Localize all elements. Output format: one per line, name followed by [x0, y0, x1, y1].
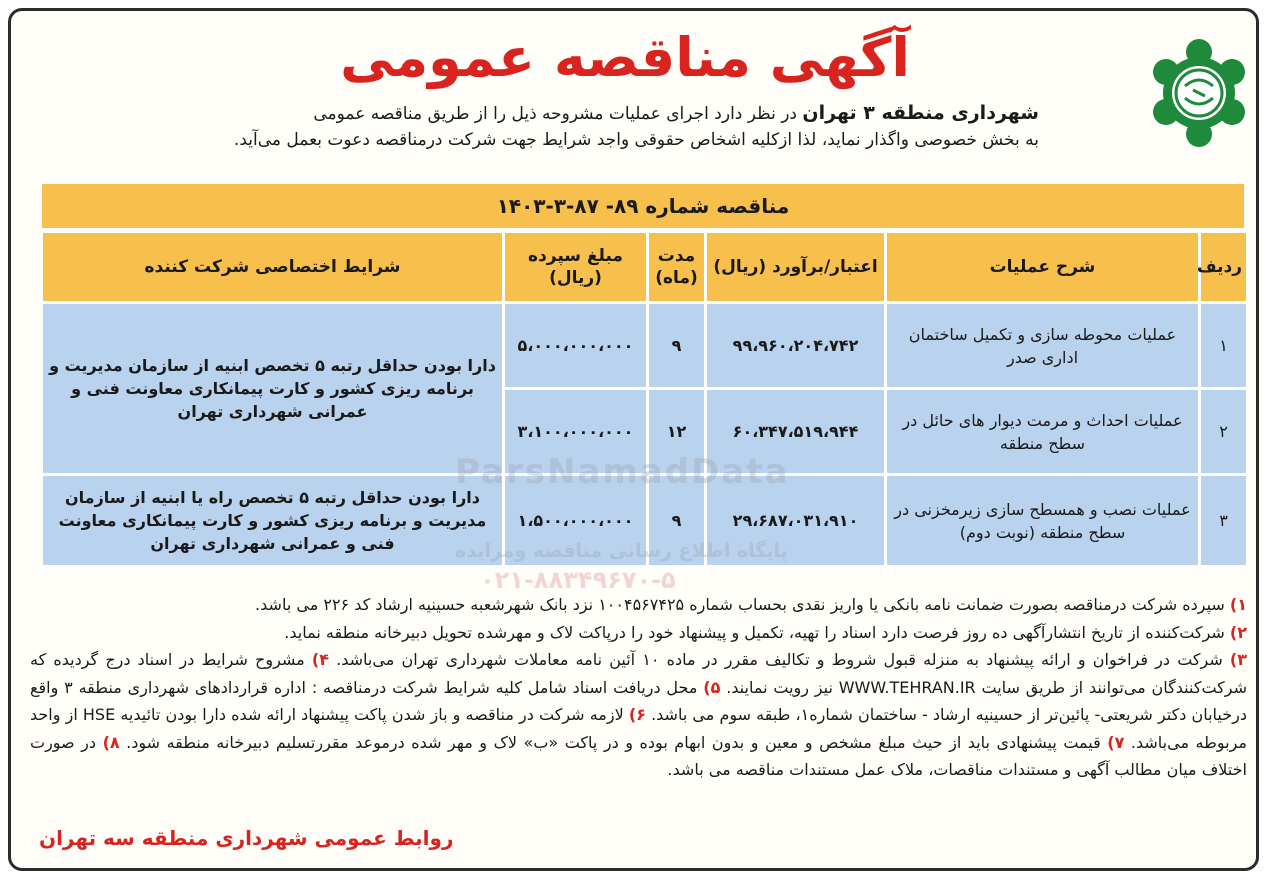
row-number: ۳: [1200, 475, 1248, 567]
tehran-municipality-logo-icon: [1149, 38, 1249, 150]
row-deposit: ۱،۵۰۰،۰۰۰،۰۰۰: [504, 475, 648, 567]
tender-number: مناقصه شماره ۸۹- ۸۷-۳-۱۴۰۳: [40, 182, 1246, 230]
note-text: محل دریافت اسناد شامل کلیه شرایط شرکت درمناقصه : اداره قراردادهای شهرداری منطقه ۳ واقع درخیابان دکتر شریعتی- پائین‌تر از حسینیه ارشاد - ساختمان شماره۱، طبقه سوم می باشد.: [30, 677, 1248, 724]
row-description: عملیات احداث و مرمت دیوار های حائل در سطح منطقه: [886, 389, 1200, 475]
intro-line-2: به بخش خصوصی واگذار نماید، لذا ازکلیه اشخاص حقوقی واجد شرایط جهت شرکت درمناقصه دعوت بعمل می‌آید.: [233, 130, 1039, 150]
note-text: سپرده شرکت درمناقصه بصورت ضمانت نامه بانکی یا واریز نقدی بحساب شماره ۱۰۰۴۵۶۷۴۲۵ نزد بانک شهرشعبه حسینیه ارشاد کد ۲۲۶ می باشد.: [255, 595, 1230, 614]
watermark-brand: ParsNamadData: [455, 452, 790, 492]
note-number: ۷): [1107, 732, 1125, 752]
row-budget: ۲۹،۶۸۷،۰۳۱،۹۱۰: [706, 475, 886, 567]
note-number: ۵): [703, 677, 721, 697]
note-text: شرکت‌کننده از تاریخ انتشارآگهی ده روز فرصت دارد اسناد را تهیه، تکمیل و پیشنهاد خود را درپاکت لاک و مهرشده تحویل دبیرخانه منطقه نماید.: [284, 622, 1230, 642]
notes-paragraph: [30, 591, 1247, 784]
note-number: ۸): [102, 732, 120, 752]
note-number: ۶): [628, 705, 646, 724]
row-duration: ۹: [648, 303, 706, 389]
header-deposit: مبلغ سپرده (ریال): [504, 232, 648, 303]
intro-paragraph: [160, 100, 1039, 153]
note-number: ۲): [1229, 622, 1247, 642]
table-header-row: [42, 232, 1248, 303]
note-text: در صورت اختلاف میان مطالب آگهی و مستندات مناقصات، ملاک عمل مستندات مناقصه می باشد.: [30, 732, 1247, 779]
note-number: ۴): [311, 650, 329, 669]
note-number: ۱): [1229, 595, 1247, 614]
footer-text: روابط عمومی شهرداری منطقه سه تهران: [39, 826, 454, 850]
note-text: لازمه شرکت در مناقصه و باز شدن پاکت پیشنهاد ارائه شده دارا بودن تائیدیه HSE از واحد مربوطه می‌باشد.: [30, 705, 1247, 752]
row-number: ۲: [1200, 389, 1248, 475]
row-conditions: دارا بودن حداقل رتبه ۵ تخصص ابنیه از سازمان مدیریت و برنامه ریزی کشور و کارت پیمانکاری معاونت فنی و عمرانی شهرداری تهران: [42, 303, 504, 475]
notice-title: آگهی مناقصه عمومی: [340, 26, 910, 89]
table-row: [42, 475, 1248, 567]
operations-table: [40, 230, 1249, 568]
row-conditions: دارا بودن حداقل رتبه ۵ تخصص راه یا ابنیه از سازمان مدیریت و برنامه ریزی کشور و کارت پیمانکاری معاونت فنی و عمرانی شهرداری تهران: [42, 475, 504, 567]
row-budget: ۹۹،۹۶۰،۲۰۴،۷۴۲: [706, 303, 886, 389]
footer-signature: [39, 820, 1269, 856]
note-text: قیمت پیشنهادی باید از حیث مبلغ مشخص و معین و بدون ابهام بوده و در پاکت «ب» لاک و مهر شده درموعد مقررتسلیم دبیرخانه منطقه شود.: [126, 732, 1108, 752]
header-description: شرح عملیات: [886, 232, 1200, 303]
intro-line-1: در نظر دارد اجرای عملیات مشروحه ذیل را از طریق مناقصه عمومی: [313, 104, 803, 124]
note-text: شرکت در فراخوان و ارائه پیشنهاد به منزله قبول شروط و تکالیف مقرر در ماده ۱۰ آئین نامه معاملات شهرداری تهران می‌باشد.: [336, 650, 1230, 669]
note-number: ۳): [1229, 650, 1247, 669]
header-conditions: شرایط اختصاصی شرکت کننده: [42, 232, 504, 303]
header-row-number: ردیف: [1200, 232, 1248, 303]
header-duration: مدت (ماه): [648, 232, 706, 303]
watermark-phone: ۰۲۱-۸۸۳۴۹۶۷۰-۵: [480, 566, 676, 594]
row-deposit: ۵،۰۰۰،۰۰۰،۰۰۰: [504, 303, 648, 389]
row-deposit: ۳،۱۰۰،۰۰۰،۰۰۰: [504, 389, 648, 475]
row-description: عملیات نصب و همسطح سازی زیرمخزنی در سطح منطقه (نوبت دوم): [886, 475, 1200, 567]
table-row: [42, 303, 1248, 389]
row-duration: ۱۲: [648, 389, 706, 475]
municipality-name: شهرداری منطقه ۳ تهران: [802, 102, 1039, 124]
note-text: مشروح شرایط در اسناد درج گردیده که شرکت‌کنندگان می‌توانند از طریق سایت WWW.TEHRAN.IR نیز رویت نمایند.: [30, 650, 1248, 697]
row-budget: ۶۰،۳۴۷،۵۱۹،۹۴۴: [706, 389, 886, 475]
header-budget: اعتبار/برآورد (ریال): [706, 232, 886, 303]
row-description: عملیات محوطه سازی و تکمیل ساختمان اداری صدر: [886, 303, 1200, 389]
row-number: ۱: [1200, 303, 1248, 389]
row-duration: ۹: [648, 475, 706, 567]
watermark-site: پایگاه اطلاع رسانی مناقصه ومزایده: [455, 540, 788, 562]
